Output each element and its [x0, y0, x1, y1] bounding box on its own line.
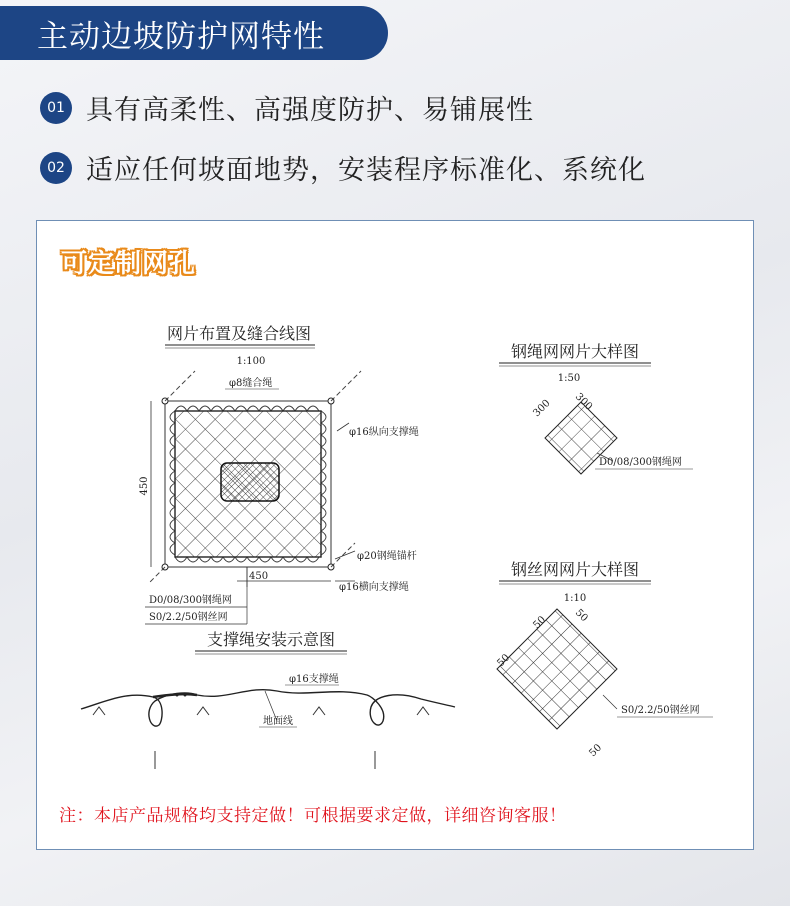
support-rope-label: φ16支撑绳	[289, 674, 339, 685]
wire-net-dim-3: 50	[495, 652, 513, 670]
wire-net-diamond	[493, 605, 621, 733]
wire-net-detail-title: 钢丝网网片大样图	[510, 560, 640, 579]
side-dimension: 450	[139, 476, 150, 496]
dense-wire-panel	[221, 463, 279, 501]
wire-net-spec: S0/2.2/50钢丝网	[149, 612, 228, 623]
page-title: 主动边坡防护网特性	[37, 18, 325, 55]
feature-number-badge: 02	[40, 152, 72, 184]
rope-net-detail-label: D0/08/300钢绳网	[599, 457, 682, 468]
support-title: 支撑绳安装示意图	[206, 630, 336, 649]
rope-net-spec: D0/08/300钢绳网	[149, 595, 232, 606]
feature-number-badge: 01	[40, 92, 72, 124]
vertical-rope-label: φ16纵向支撑绳	[349, 427, 419, 438]
wire-net-dim-4: 50	[587, 742, 605, 760]
rope-net-detail-scale: 1:50	[557, 373, 581, 384]
rope-net-dim-2: 300	[572, 391, 595, 413]
feature-text: 适应任何坡面地势，安装程序标准化、系统化	[86, 155, 646, 186]
wire-net-dim-2: 50	[572, 607, 590, 625]
wire-net-dim-1: 50	[531, 614, 549, 632]
feature-item-1	[40, 88, 534, 127]
panel-heading: 可定制网孔	[61, 249, 197, 279]
rope-net-detail-title: 钢绳网网片大样图	[510, 342, 640, 361]
mesh-drawing-panel	[36, 220, 754, 850]
technical-drawing	[37, 221, 753, 849]
feature-item-2	[40, 148, 646, 187]
feature-text: 具有高柔性、高强度防护、易铺展性	[86, 95, 534, 126]
rope-net-dim-1: 300	[531, 397, 553, 420]
ground-line-label: 地面线	[263, 716, 293, 727]
layout-title: 网片布置及缝合线图	[166, 324, 312, 343]
stitch-rope-label: φ8缝合绳	[229, 378, 273, 389]
bottom-dimension: 450	[249, 571, 269, 582]
custom-order-note: 注：本店产品规格均支持定做！可根据要求定做，详细咨询客服！	[59, 806, 567, 826]
horizontal-rope-label: φ16横向支撑绳	[339, 582, 409, 593]
header-title-bar	[0, 6, 388, 60]
wire-net-detail-label: S0/2.2/50钢丝网	[621, 705, 700, 716]
wire-net-detail-scale: 1:10	[563, 593, 587, 604]
layout-scale: 1:100	[236, 356, 266, 367]
anchor-label: φ20钢绳锚杆	[357, 551, 417, 562]
